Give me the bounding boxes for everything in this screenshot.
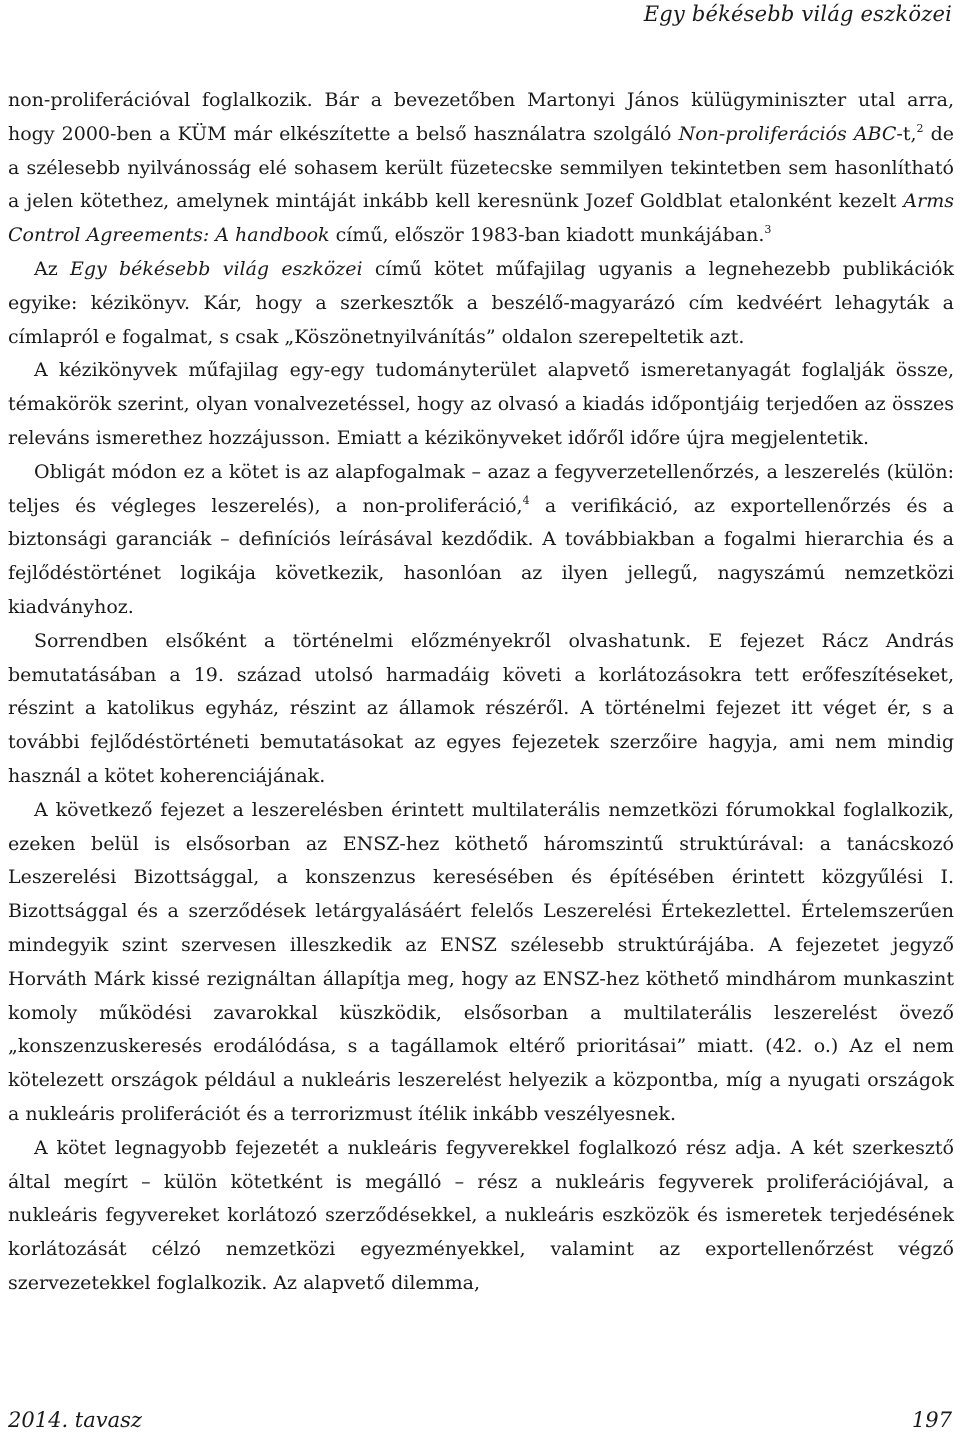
paragraph-1 bbox=[8, 84, 954, 253]
paragraph-text: Az bbox=[34, 257, 70, 280]
paragraph-4 bbox=[8, 456, 954, 625]
paragraph-5: Sorrendben elsőként a történelmi előzményekről olvashatunk. E fejezet Rácz András bemutatásában a 19. század utolsó harmadáig követi a korlátozásokra tett erőfeszítéseket, részint a katolikus egyház, részint az államok részéről. A történelmi fejezet itt véget ér, s a további fejlődéstörténeti bemutatásokat az egyes fejezetek szerzőire hagyja, ami nem mindig használ a kötet koherenciájának. bbox=[8, 629, 954, 787]
paragraph-text: non-proliferációval foglalkozik. Bár a bevezetőben Martonyi János külügyminiszter utal arra, hogy 2000-ben a KÜM már elkészítette a belső használatra szolgáló bbox=[8, 89, 954, 145]
paragraph-7: A kötet legnagyobb fejezetét a nukleáris fegyverekkel foglalkozó rész adja. A két szerkesztő által megírt – külön kötetként is megálló – rész a nukleáris fegyverek proliferációjával, a nukleáris fegyvereket korlátozó szerződésekkel, a nukleáris eszközök és ismeretek terjedésének korlátozását célzó nemzetközi egyezményekkel, valamint az exportellenőrzést végző szervezetekkel foglalkozik. Az alapvető dilemma, bbox=[8, 1136, 954, 1294]
footnote-ref: 4 bbox=[522, 493, 530, 507]
paragraph-6: A következő fejezet a leszerelésben érintett multilaterális nemzetközi fórumokkal foglalkozik, ezeken belül is elsősorban az ENSZ-hez köthető háromszintű struktúrával: a tanácskozó Leszerelési Bizottsággal, a konszenzus keresésében és építésében érintett közgyűlési I. Bizottsággal és a szerződések letárgyalásáért felelős Leszerelési Értekezlettel. Értelemszerűen mindegyik szint szervesen illeszkedik az ENSZ szélesebb struktúrájába. A fejezetet jegyző Horváth Márk kissé rezignáltan állapítja meg, hogy az ENSZ-hez köthető mindhárom munkaszint komoly működési zavarokkal küszködik, elsősorban a multilaterális leszerelést övező „konszenzuskeresés erodálódása, s a tagállamok eltérő prioritásai” miatt. (42. o.) Az el nem kötelezett országok például a nukleáris leszerelést helyezik a központba, míg a nyugati országok a nukleáris proliferációt és a terrorizmust ítélik inkább veszélyesnek. bbox=[8, 798, 954, 1125]
paragraph-text: a verifikáció, az exportellenőrzés és a biztonsági garanciák – definíciós leírásával kezdődik. A továbbiakban a fogalmi hierarchia és a fejlődéstörténet logikája következik, hasonlóan az ilyen jellegű, nagyszámú nemzetközi kiadványhoz. bbox=[8, 494, 954, 618]
paragraph-text: című kötet műfajilag ugyanis a legnehezebb publikációk egyike: kézikönyv. Kár, hogy a szerkesztők a beszélő-magyarázó cím kedvéért lehagyták a címlapról e fogalmat, s csak „Köszönetnyilvánítás” oldalon szerepeltetik azt. bbox=[8, 257, 954, 348]
footnote-ref: 2 bbox=[916, 121, 924, 135]
footer-issue: 2014. tavasz bbox=[8, 1408, 142, 1432]
paragraph-text: Obligát módon ez a kötet is az alapfogalmak – azaz a fegyverzetellenőrzés, a leszerelés (külön: teljes és végleges leszerelés), a non-proliferáció, bbox=[8, 460, 954, 517]
book-title-italic: Egy békésebb világ eszközei bbox=[69, 257, 363, 280]
book-title-italic: Arms Control Agreements: A handbook bbox=[8, 190, 954, 247]
paragraph-3: A kézikönyvek műfajilag egy-egy tudományterület alapvető ismeretanyagát foglalják össze, témakörök szerint, olyan vonalvezetéssel, hogy az olvasó a kiadás időpontjáig terjedően az összes releváns ismerethez hozzájusson. Emiatt a kézikönyveket időről időre újra megjelentetik. bbox=[8, 359, 954, 449]
article-body bbox=[8, 84, 954, 1301]
paragraph-text: -t, bbox=[896, 122, 917, 145]
paragraph-text: című, először 1983-ban kiadott munkájában. bbox=[329, 224, 765, 247]
book-title-italic: Non-proliferációs ABC bbox=[678, 122, 897, 145]
footnote-ref: 3 bbox=[764, 223, 772, 237]
paragraph-text: de a szélesebb nyilvánosság elé sohasem került füzetecske semmilyen tekintetben sem hasonlítható a jelen kötethez, amelynek mintáját inkább kell keresnünk Jozef Goldblat etalonként kezelt bbox=[8, 122, 955, 213]
page-number: 197 bbox=[911, 1408, 952, 1432]
running-head-title: Egy békésebb világ eszközei bbox=[643, 2, 952, 26]
paragraph-2 bbox=[8, 253, 954, 354]
